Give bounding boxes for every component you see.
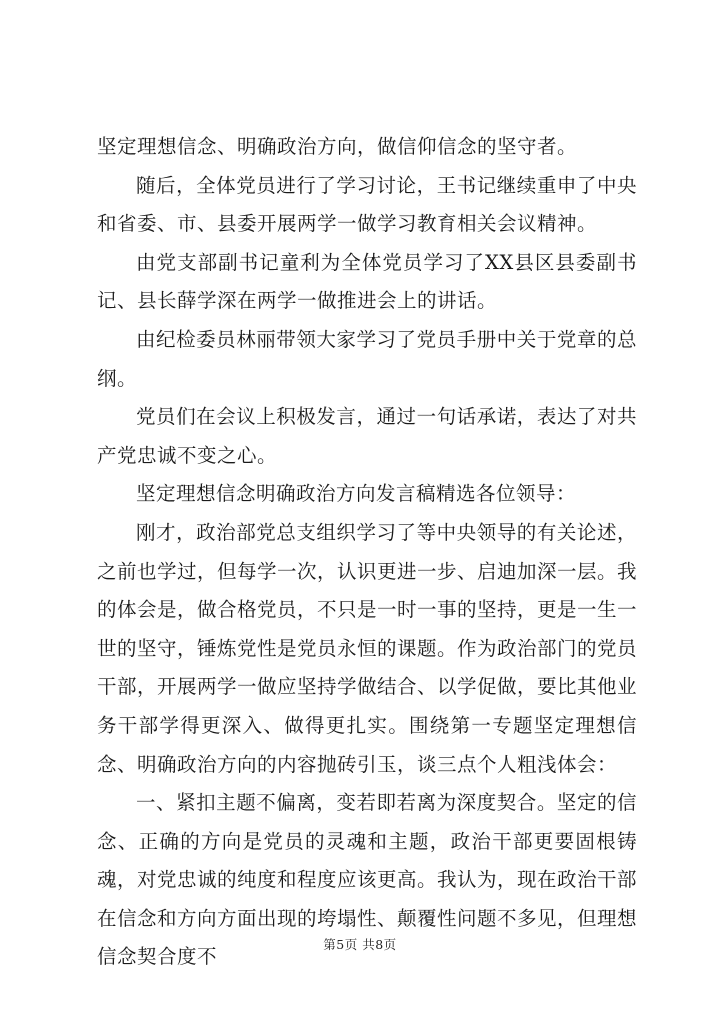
page-number-footer: 第5页 共8页 [323, 937, 397, 952]
paragraph-pledge: 党员们在会议上积极发言，通过一句话承诺，表达了对共产党忠诚不变之心。 [97, 405, 637, 467]
paragraph-speech-title: 坚定理想信念明确政治方向发言稿精选各位领导： [136, 482, 577, 506]
paragraph-party-charter: 由纪检委员林丽带领大家学习了党员手册中关于党章的总纲。 [97, 327, 637, 390]
document-body [97, 128, 637, 977]
paragraph-point-one: 一、紧扣主题不偏离，变若即若离为深度契合。坚定的信念、正确的方向是党员的灵魂和主题，政治干部更要固根铸魂，对党忠诚的纯度和程度应该更高。我认为，现在政治干部在信念和方向方面出现的垮塌性、颠覆性问题不多见，但理想信念契合度不 [97, 791, 638, 969]
paragraph-discussion: 随后，全体党员进行了学习讨论，王书记继续重申了中央和省委、市、县委开展两学一做学习教育相关会议精神。 [97, 173, 637, 236]
paragraph-speech-study: 由党支部副书记童利为全体党员学习了XX县区县委副书记、县长薛学深在两学一做推进会上的讲话。 [97, 250, 637, 313]
paragraph-speech-intro: 刚才，政治部党总支组织学习了等中央领导的有关论述，之前也学过，但每学一次，认识更进一步、启迪加深一层。我的体会是，做合格党员，不只是一时一事的坚持，更是一生一世的坚守，锤炼党性是党员永恒的课题。作为政治部门的党员干部，开展两学一做应坚持学做结合、以学促做，要比其他业务干部学得更深入、做得更扎实。围绕第一专题坚定理想信念、明确政治方向的内容抛砖引玉，谈三点个人粗浅体会： [97, 520, 638, 776]
paragraph-continuation: 坚定理想信念、明确政治方向，做信仰信念的坚守者。 [97, 135, 578, 158]
